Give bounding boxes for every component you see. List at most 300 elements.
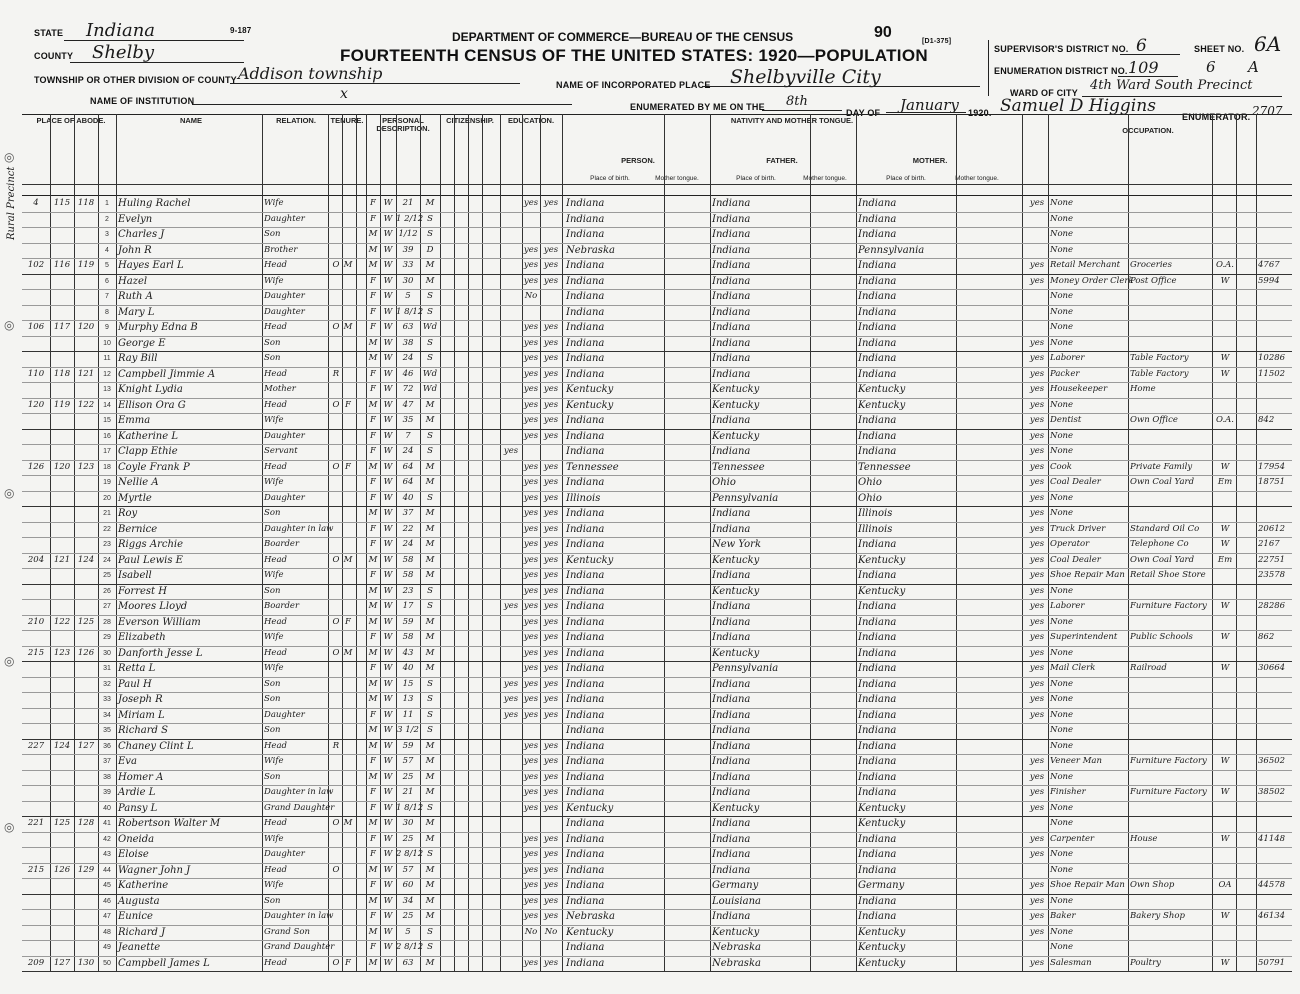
cell-fam: [74, 832, 98, 848]
cell-eng: yes: [1029, 802, 1045, 813]
cell-rd: yes: [523, 554, 539, 565]
cell-cls: [1214, 506, 1236, 522]
cell-name: John R: [118, 244, 152, 256]
cell-mort: [342, 506, 354, 522]
stamp-number: 90: [874, 24, 892, 41]
cell-age: 21: [402, 787, 414, 797]
cell-extra: [1258, 723, 1292, 739]
cell-rd: yes: [523, 616, 539, 627]
cell-fpb: Indiana: [712, 818, 751, 829]
cell-st: [22, 723, 50, 739]
cell-rn: 11: [103, 355, 111, 362]
table-row: [22, 227, 1292, 244]
cell-pb: Indiana: [566, 523, 605, 535]
cell-age: 25: [402, 833, 414, 844]
enumerated-day: 8th: [786, 94, 808, 109]
cell-extra: 28286: [1258, 601, 1286, 611]
cell-rd: yes: [523, 601, 539, 611]
form-code: [D1-375]: [922, 38, 952, 45]
cell-mort: [342, 863, 354, 879]
cell-dw: 127: [53, 957, 71, 968]
table-row: [22, 599, 1292, 616]
cell-mar: M: [425, 399, 435, 410]
cell-mpb: Indiana: [858, 849, 897, 860]
cell-occ: None: [1050, 213, 1074, 224]
cell-eng: yes: [1029, 756, 1045, 766]
cell-mort: [342, 677, 354, 693]
cell-sch: [500, 863, 522, 879]
cell-dw: [50, 336, 74, 352]
cell-mpb: Kentucky: [858, 926, 906, 938]
cell-age: 2 8/12: [396, 942, 424, 952]
cell-cls: [1214, 568, 1236, 584]
cell-mpb: Indiana: [858, 663, 897, 674]
cell-occ: Cook: [1050, 461, 1072, 472]
cell-ind: [1130, 801, 1212, 817]
cell-occ: Finisher: [1050, 787, 1086, 797]
cell-wr: yes: [543, 880, 559, 890]
cell-sex: M: [368, 554, 378, 565]
cell-ind: Furniture Factory: [1130, 787, 1207, 797]
cell-wr: yes: [543, 740, 559, 751]
cell-rn: 36: [103, 742, 111, 750]
cell-sch: [500, 615, 522, 631]
table-row: [22, 832, 1292, 849]
cell-mpb: Indiana: [858, 694, 897, 705]
table-row: [22, 444, 1292, 461]
cell-race: W: [383, 957, 393, 968]
cell-mpb: Indiana: [858, 368, 897, 380]
cell-fpb: Ohio: [712, 477, 736, 488]
cell-own: O: [332, 399, 340, 410]
cell-dw: [50, 754, 74, 770]
cell-mar: M: [425, 895, 435, 906]
cell-sex: F: [370, 322, 376, 332]
cell-st: [22, 212, 50, 228]
cell-cls: W: [1220, 663, 1230, 673]
enumerator-signature: Samuel D Higgins: [1000, 96, 1156, 116]
cell-extra: [1258, 444, 1292, 460]
cell-ind: [1130, 723, 1212, 739]
cell-sex: F: [370, 384, 376, 394]
cell-mar: M: [425, 570, 435, 580]
table-row: [22, 289, 1292, 306]
cell-dw: [50, 785, 74, 801]
cell-ind: Furniture Factory: [1130, 756, 1207, 766]
cell-pb: Illinois: [566, 492, 601, 504]
cell-mort: [342, 770, 354, 786]
cell-cls: O.A.: [1215, 260, 1234, 270]
cell-mar: M: [425, 415, 435, 425]
cell-ind: Groceries: [1130, 260, 1172, 270]
cell-fpb: New York: [712, 539, 761, 550]
cell-own: [330, 832, 342, 848]
cell-st: 106: [27, 322, 45, 332]
cell-pb: Indiana: [566, 787, 605, 798]
cell-extra: 46134: [1258, 911, 1286, 921]
cell-st: 210: [27, 616, 45, 627]
cell-dw: [50, 212, 74, 228]
cell-name: Evelyn: [118, 213, 153, 225]
cell-occ: Baker: [1050, 911, 1076, 921]
cell-mpb: Ohio: [858, 477, 882, 488]
cell-mort: [342, 801, 354, 817]
cell-st: [22, 894, 50, 910]
cell-ind: Bakery Shop: [1130, 911, 1185, 921]
state-value: Indiana: [86, 20, 156, 41]
cell-sch: [500, 739, 522, 755]
cell-mar: S: [427, 926, 433, 937]
cell-occ: None: [1050, 430, 1074, 441]
cell-sex: M: [368, 353, 378, 363]
cell-dw: 116: [53, 260, 71, 270]
cell-eng: [1026, 723, 1048, 739]
cell-fam: 125: [77, 616, 95, 627]
table-row: [22, 646, 1292, 663]
cell-cls: [1214, 243, 1236, 259]
cell-sex: M: [368, 260, 378, 270]
cell-cls: [1214, 677, 1236, 693]
cell-cls: [1214, 491, 1236, 507]
cell-race: W: [383, 275, 393, 286]
table-row: [22, 584, 1292, 601]
cell-rel: Son: [264, 353, 281, 363]
col-pob-person: Place of birth.: [590, 175, 630, 182]
cell-rn: 12: [103, 370, 111, 378]
cell-st: [22, 708, 50, 724]
cell-fam: 130: [77, 957, 95, 968]
cell-fpb: Indiana: [712, 709, 751, 721]
cell-rd: [522, 816, 540, 832]
cell-dw: [50, 227, 74, 243]
cell-rel: Head: [264, 957, 287, 968]
cell-ind: [1130, 506, 1212, 522]
cell-age: 37: [402, 508, 414, 518]
cell-rel: Wife: [264, 833, 284, 844]
cell-cls: [1214, 925, 1236, 941]
cell-mpb: Indiana: [858, 322, 897, 333]
cell-occ: Money Order Clerk: [1050, 275, 1134, 286]
cell-mpb: Indiana: [858, 601, 897, 612]
cell-name: Katherine: [118, 880, 169, 891]
cell-rn: 29: [103, 634, 111, 641]
cell-mar: S: [427, 353, 433, 363]
cell-dw: 120: [53, 461, 71, 472]
cell-mar: M: [425, 477, 435, 487]
cell-dw: [50, 568, 74, 584]
cell-eng: yes: [1029, 461, 1045, 472]
cell-pb: Indiana: [566, 291, 605, 302]
cell-extra: [1258, 196, 1292, 212]
cell-mort: F: [345, 616, 351, 627]
cell-sch: [500, 785, 522, 801]
cell-fpb: Kentucky: [712, 554, 760, 566]
corner-number: 2707: [1252, 104, 1283, 118]
cell-rel: Head: [264, 260, 287, 270]
cell-fam: 119: [77, 260, 95, 270]
col-pob-mother: Place of birth.: [886, 175, 926, 182]
cell-occ: Retail Merchant: [1050, 260, 1121, 270]
cell-dw: [50, 630, 74, 646]
cell-age: 30: [402, 275, 414, 286]
cell-st: [22, 940, 50, 956]
cell-race: W: [383, 585, 393, 596]
cell-rel: Head: [264, 554, 287, 565]
cell-rel: Son: [264, 508, 281, 518]
cell-wr: yes: [543, 539, 559, 549]
cell-dw: [50, 537, 74, 553]
cell-cls: Em: [1217, 477, 1233, 487]
cell-name: Jeanette: [118, 942, 161, 953]
cell-pb: Indiana: [566, 570, 605, 581]
cell-extra: [1258, 227, 1292, 243]
cell-name: Hayes Earl L: [118, 260, 184, 271]
cell-mort: [342, 847, 354, 863]
cell-age: 43: [402, 647, 414, 658]
cell-occ: Carpenter: [1050, 833, 1095, 844]
col-pob-father: Place of birth.: [736, 175, 776, 182]
cell-sch: yes: [503, 694, 519, 704]
cell-occ: None: [1050, 229, 1074, 239]
cell-rel: Wife: [264, 477, 284, 487]
cell-race: W: [383, 461, 393, 472]
cell-mar: S: [427, 849, 433, 859]
cell-cls: W: [1220, 368, 1230, 379]
cell-race: W: [383, 508, 393, 518]
cell-own: [330, 708, 342, 724]
cell-rd: yes: [523, 802, 539, 813]
col-tongue-mother: Mother tongue.: [955, 175, 999, 182]
table-row: [22, 320, 1292, 337]
cell-rd: yes: [523, 864, 539, 875]
cell-sex: M: [368, 601, 378, 611]
cell-ind: [1130, 925, 1212, 941]
cell-mort: [342, 382, 354, 398]
cell-sex: F: [370, 368, 376, 379]
cell-sch: [500, 351, 522, 367]
cell-rel: Daughter: [264, 213, 305, 224]
cell-extra: 862: [1258, 632, 1275, 642]
cell-rn: 26: [103, 587, 111, 595]
cell-pb: Indiana: [566, 229, 605, 240]
cell-rd: yes: [523, 632, 539, 642]
cell-mar: S: [427, 213, 433, 224]
cell-mort: [342, 475, 354, 491]
cell-name: Eloise: [118, 849, 149, 860]
cell-st: 126: [27, 461, 45, 472]
cell-rd: yes: [523, 663, 539, 673]
cell-mpb: Tennessee: [858, 461, 911, 473]
cell-mpb: Indiana: [858, 740, 897, 752]
table-row: [22, 847, 1292, 864]
cell-sex: M: [368, 678, 378, 689]
cell-age: 47: [402, 399, 414, 410]
cell-mort: [342, 274, 354, 290]
cell-pb: Tennessee: [566, 461, 619, 473]
cell-rd: yes: [523, 477, 539, 487]
cell-sex: F: [370, 663, 376, 673]
cell-own: [330, 770, 342, 786]
cell-eng: yes: [1029, 446, 1045, 456]
table-row: [22, 305, 1292, 322]
cell-own: [330, 692, 342, 708]
cell-mort: F: [345, 957, 351, 968]
cell-extra: [1258, 692, 1292, 708]
cell-st: [22, 289, 50, 305]
state-label: STATE: [34, 28, 64, 38]
cell-rel: Son: [264, 771, 281, 782]
cell-mpb: Indiana: [858, 647, 897, 659]
cell-rd: yes: [523, 244, 539, 255]
cell-ind: Telephone Co: [1130, 539, 1189, 549]
table-row: [22, 475, 1292, 492]
cell-eng: yes: [1029, 384, 1045, 394]
cell-mar: S: [427, 694, 433, 704]
cell-fpb: Pennsylvania: [712, 492, 779, 504]
cell-occ: Coal Dealer: [1050, 477, 1101, 487]
cell-rd: yes: [523, 740, 539, 751]
cell-ind: [1130, 243, 1212, 259]
cell-own: [330, 274, 342, 290]
cell-rn: 46: [103, 897, 111, 905]
cell-own: [330, 336, 342, 352]
cell-sex: F: [370, 291, 376, 301]
cell-ind: Home: [1130, 384, 1156, 394]
table-row: [22, 553, 1292, 570]
cell-fam: [74, 212, 98, 228]
cell-wr: yes: [543, 616, 559, 627]
cell-name: Katherine L: [118, 430, 178, 442]
cell-fam: [74, 708, 98, 724]
cell-occ: Mail Clerk: [1050, 663, 1096, 673]
cell-dw: [50, 801, 74, 817]
cell-occ: Housekeeper: [1050, 384, 1108, 394]
cell-dw: [50, 925, 74, 941]
cell-rn: 23: [103, 541, 111, 548]
cell-rel: Head: [264, 818, 287, 828]
cell-mar: M: [425, 663, 435, 673]
cell-race: W: [383, 415, 393, 425]
cell-mpb: Indiana: [858, 229, 897, 240]
cell-mpb: Indiana: [858, 864, 897, 876]
binder-hole-icon: ◎: [4, 486, 15, 500]
cell-st: [22, 770, 50, 786]
cell-mar: Wd: [422, 368, 438, 379]
cell-pb: Kentucky: [566, 399, 614, 411]
cell-occ: None: [1050, 291, 1074, 301]
cell-age: 57: [402, 756, 414, 766]
cell-mort: [342, 692, 354, 708]
cell-name: Miriam L: [118, 709, 165, 721]
table-row: [22, 956, 1292, 973]
cell-sch: [500, 367, 522, 383]
cell-mpb: Indiana: [858, 353, 897, 364]
cell-occ: None: [1050, 585, 1074, 596]
cell-extra: 10286: [1258, 353, 1286, 363]
cell-fam: [74, 522, 98, 538]
cell-name: Campbell Jimmie A: [118, 368, 216, 380]
cell-mar: S: [427, 725, 433, 735]
cell-mpb: Ohio: [858, 492, 882, 504]
cell-mar: S: [427, 306, 433, 317]
cell-rel: Head: [264, 399, 287, 410]
cell-name: Augusta: [118, 895, 160, 907]
cell-mpb: Germany: [858, 880, 905, 891]
cell-race: W: [383, 802, 393, 813]
cell-fpb: Indiana: [712, 446, 751, 457]
cell-sch: [500, 584, 522, 600]
cell-rd: yes: [523, 539, 539, 549]
cell-mar: M: [425, 523, 435, 534]
cell-dw: [50, 909, 74, 925]
cell-own: [330, 584, 342, 600]
cell-st: [22, 599, 50, 615]
table-row: [22, 274, 1292, 291]
cell-pb: Kentucky: [566, 926, 614, 938]
cell-rn: 30: [103, 649, 111, 657]
cell-race: W: [383, 244, 393, 255]
cell-wr: yes: [543, 864, 559, 875]
cell-mar: M: [425, 461, 435, 472]
cell-occ: Superintendent: [1050, 632, 1118, 642]
cell-mar: S: [427, 291, 433, 301]
cell-own: O: [332, 322, 340, 332]
cell-pb: Indiana: [566, 833, 605, 845]
cell-rd: yes: [523, 399, 539, 410]
cell-fam: 123: [77, 461, 95, 472]
cell-ind: [1130, 429, 1212, 445]
cell-ind: [1130, 615, 1212, 631]
cell-rn: 39: [103, 789, 111, 796]
cell-dw: 121: [53, 554, 71, 565]
cell-extra: 5994: [1258, 275, 1280, 286]
cell-ind: Furniture Factory: [1130, 601, 1207, 611]
cell-race: W: [383, 694, 393, 704]
cell-occ: None: [1050, 492, 1074, 503]
cell-mar: S: [427, 229, 433, 239]
cell-race: W: [383, 291, 393, 301]
cell-wr: yes: [543, 771, 559, 782]
cell-sex: F: [370, 632, 376, 642]
cell-sex: M: [368, 616, 378, 627]
cell-cls: [1214, 444, 1236, 460]
cell-st: 215: [27, 647, 45, 658]
cell-ind: Retail Shoe Store: [1130, 570, 1206, 580]
cell-extra: [1258, 925, 1292, 941]
cell-age: 57: [402, 864, 414, 875]
cell-own: [330, 677, 342, 693]
cell-mpb: Indiana: [858, 446, 897, 457]
cell-own: [330, 894, 342, 910]
cell-rn: 20: [103, 494, 111, 502]
cell-own: O: [332, 461, 340, 472]
cell-mar: M: [425, 275, 435, 286]
cell-mpb: Indiana: [858, 895, 897, 907]
cell-extra: [1258, 243, 1292, 259]
cell-fam: [74, 336, 98, 352]
cell-rd: yes: [523, 198, 539, 208]
cell-race: W: [383, 477, 393, 487]
cell-mort: [342, 584, 354, 600]
col-group-citizenship: CITIZENSHIP.: [446, 116, 494, 125]
cell-st: [22, 336, 50, 352]
sheet-suffix: A: [1248, 58, 1259, 76]
cell-race: W: [383, 539, 393, 549]
table-row: [22, 506, 1292, 523]
cell-mpb: Illinois: [858, 508, 893, 519]
cell-wr: yes: [543, 554, 559, 565]
cell-occ: None: [1050, 725, 1074, 735]
